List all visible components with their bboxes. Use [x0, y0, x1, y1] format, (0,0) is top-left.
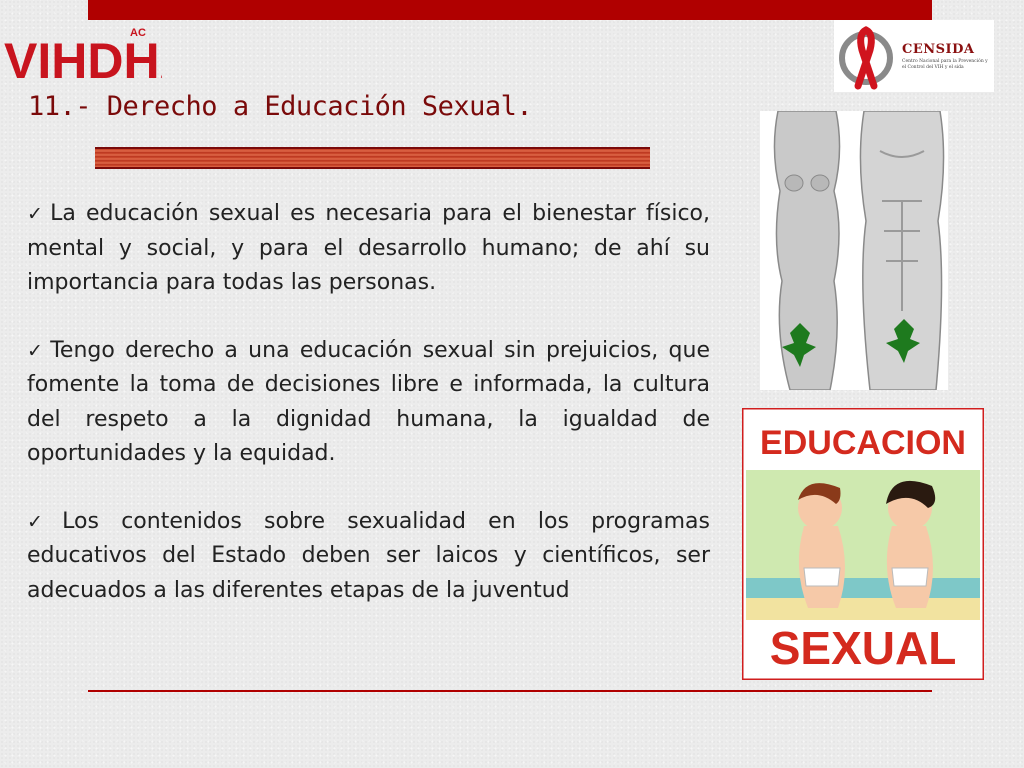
censida-title: CENSIDA [902, 41, 975, 57]
bullet-text: Tengo derecho a una educación sexual sin prejuicios, que fomente la toma de decisiones libre e informada, la cultura del respeto a la dignidad humana, la igualdad de oportunidades y la equidad. [27, 337, 711, 466]
vihdha-logo-text: VIHDH [4, 33, 160, 89]
bottom-divider [88, 690, 932, 692]
bullet-item [27, 505, 710, 609]
educacion-text: EDUCACION [760, 424, 966, 462]
bullet-list [27, 197, 710, 641]
bullet-item [27, 197, 710, 301]
red-ribbon-icon [834, 20, 898, 92]
bullet-item [27, 334, 710, 472]
bullet-text: La educación sexual es necesaria para el bienestar físico, mental y social, y para el desarrollo humano; de ahí su importancia para todas las personas. [27, 201, 711, 295]
vihdha-logo-ac: AC [130, 27, 146, 39]
sexual-text: SEXUAL [769, 622, 957, 674]
educacion-sexual-image [742, 408, 984, 680]
checkmark-icon: ✓ [27, 203, 47, 225]
checkmark-icon: ✓ [27, 510, 59, 533]
vihdha-logo [2, 20, 162, 90]
censida-logo [834, 20, 994, 92]
bullet-text: Los contenidos sobre sexualidad en los programas educativos del Estado deben ser laicos y científicos, ser adecuados a las diferentes etapas de la juventud [27, 508, 710, 603]
human-bodies-image [760, 111, 948, 390]
slide-title: 11.- Derecho a Educación Sexual. [28, 91, 533, 122]
top-accent-bar [88, 0, 932, 20]
checkmark-icon: ✓ [27, 339, 47, 362]
censida-subtitle: Centro Nacional para la Prevención y el Control del VIH y el sida [902, 58, 988, 70]
title-underline-bar [95, 147, 650, 169]
